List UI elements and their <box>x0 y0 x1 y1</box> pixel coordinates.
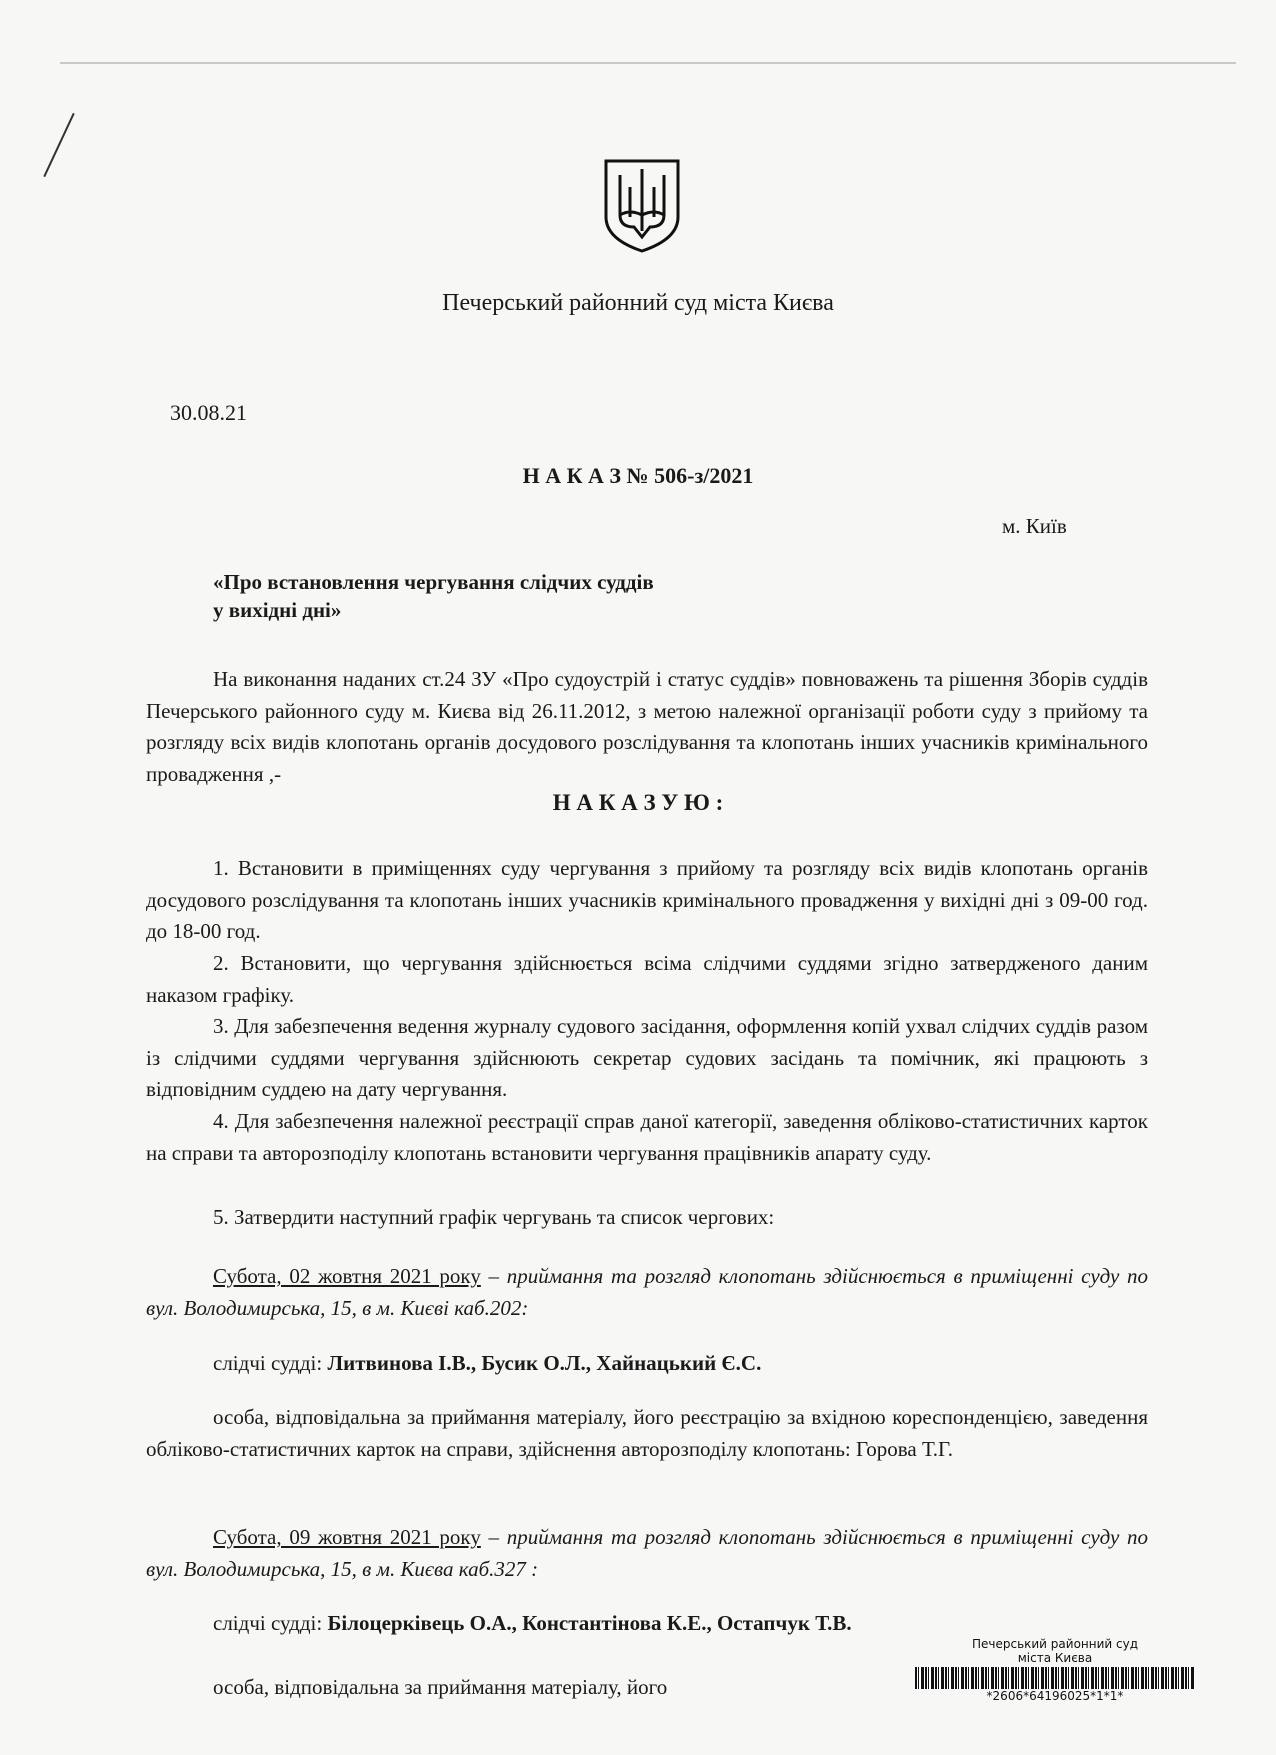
judges-label: слідчі судді: <box>213 1351 328 1375</box>
order-item-2: 2. Встановити, що чергування здійснюється всіма слідчими суддями згідно затвердженого даним наказом графіку. <box>146 951 1148 1007</box>
order-title: Н А К А З № 506-з/2021 <box>522 463 754 488</box>
pen-mark <box>43 113 74 177</box>
subject-line-1: «Про встановлення чергування слідчих суддів <box>213 570 654 594</box>
city: м. Київ <box>1002 514 1067 538</box>
order-item-5: 5. Затвердити наступний графік чергувань та список чергових: <box>213 1205 775 1229</box>
stamp-line-2: міста Києва <box>1017 1651 1093 1665</box>
order-item-1: 1. Встановити в приміщеннях суду чергування з прийому та розгляду всіх видів клопотань органів досудового розслідування та клопотань інших учасників кримінального провадження у вихідні дні з 09-00 год. до 18-00 год. <box>146 856 1148 944</box>
subject-line-2: у вихідні дні» <box>213 598 342 622</box>
order-date: 30.08.21 <box>170 400 247 425</box>
schedule-judges-2 <box>146 1608 1148 1640</box>
registration-stamp <box>910 1637 1200 1703</box>
order-item-4: 4. Для забезпечення належної реєстрації справ даної категорії, заведення обліково-статистичних карток на справи та авторозподілу клопотань встановити чергування працівників апарату суду. <box>146 1109 1148 1165</box>
schedule-responsible-1: особа, відповідальна за приймання матеріалу, його реєстрацію за вхідною кореспонденцією, заведення обліково-статистичних карток на справи, здійснення авторозподілу клопотань: Горова Т.Г. <box>146 1405 1148 1461</box>
schedule-location: – приймання та розгляд клопотань здійснюється в приміщенні суду по вул. Володимирська, 15, в м. Києва каб.327 : <box>146 1525 1148 1581</box>
order-item-3: 3. Для забезпечення ведення журналу судового засідання, оформлення копій ухвал слідчих суддів разом із слідчими суддями чергування здійснюють секретар судових засідань та помічник, які працюють з відповідним суддею на дату чергування. <box>146 1014 1148 1102</box>
stamp-line-1: Печерський районний суд <box>971 1637 1139 1651</box>
schedule-judges-1 <box>146 1348 1148 1380</box>
judges-names: Литвинова І.В., Бусик О.Л., Хайнацький Є.С. <box>327 1351 762 1375</box>
schedule-location: – приймання та розгляд клопотань здійснюється в приміщенні суду по вул. Володимирська, 15, в м. Києві каб.202: <box>146 1264 1148 1320</box>
coat-of-arms-icon <box>600 157 684 253</box>
barcode-icon <box>915 1667 1195 1689</box>
judges-names: Білоцерківець О.А., Константінова К.Е., Остапчук Т.В. <box>327 1611 852 1635</box>
stamp-code: *2606*64196025*1*1* <box>986 1689 1124 1703</box>
judges-label: слідчі судді: <box>213 1611 328 1635</box>
schedule-date: Субота, 02 жовтня 2021 року <box>213 1264 481 1288</box>
court-name: Печерський районний суд міста Києва <box>442 290 834 316</box>
schedule-date: Субота, 09 жовтня 2021 року <box>213 1525 481 1549</box>
preamble: На виконання наданих ст.24 ЗУ «Про судоустрій і статус суддів» повноважень та рішення Зборів суддів Печерського районного суду м. Києва від 26.11.2012, з метою належної організації роботи суду з прийому та розгляду всіх видів клопотань органів досудового розслідування та клопотань інших учасників кримінального провадження ,- <box>146 667 1148 787</box>
order-subject <box>213 568 654 624</box>
scan-edge-line <box>60 62 1236 64</box>
schedule-day-2 <box>146 1522 1148 1585</box>
schedule-responsible-2: особа, відповідальна за приймання матеріалу, його <box>213 1675 668 1699</box>
order-heading: Н А К А З У Ю : <box>552 790 724 815</box>
schedule-day-1 <box>146 1261 1148 1324</box>
